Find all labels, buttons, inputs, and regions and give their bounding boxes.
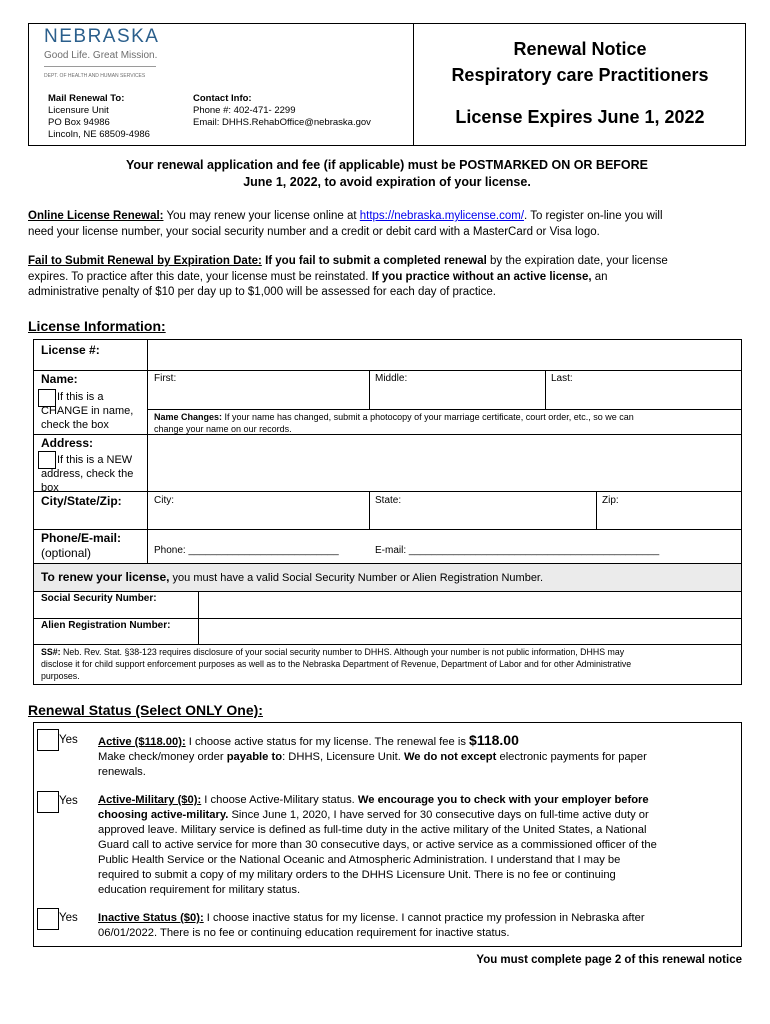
active-line2a: Make check/money order <box>98 751 227 763</box>
zip-label: Zip: <box>602 495 619 506</box>
inactive-line2: 06/01/2022. There is no fee or continuing education requirement for inactive status. <box>98 927 510 939</box>
title-line1: Renewal Notice <box>513 39 647 59</box>
online-text-a: You may renew your license online at <box>163 210 360 222</box>
military-line: Public Health Service or the National Oceanic and Atmospheric Administration. I understand that I may be <box>98 854 621 866</box>
renew-text: you must have a valid Social Security Number or Alien Registration Number. <box>169 572 544 584</box>
alien-number-field[interactable] <box>200 620 740 642</box>
online-text-b: . To register on-line you will <box>524 210 663 222</box>
ssn-disclosure <box>41 646 741 682</box>
active-text: I choose active status for my license. The renewal fee is <box>185 736 470 748</box>
military-yes-label: Yes <box>59 795 78 807</box>
address-field[interactable] <box>149 436 740 489</box>
renewal-status-heading: Renewal Status (Select ONLY One): <box>28 702 263 718</box>
phone-email-label: Phone/E-mail: <box>41 531 122 545</box>
active-fee: $118.00 <box>469 732 519 748</box>
inactive-heading: Inactive Status ($0): <box>98 912 204 924</box>
city-state-zip-label: City/State/Zip: <box>41 494 122 508</box>
new-address-text <box>41 453 143 495</box>
row-rule <box>33 644 742 645</box>
military-text-b: Since June 1, 2020, I have served for 30 consecutive days on full-time active duty or <box>228 809 649 821</box>
military-heading: Active-Military ($0): <box>98 794 202 806</box>
alien-number-label: Alien Registration Number: <box>41 620 171 631</box>
logo-name: NEBRASKA <box>44 26 160 47</box>
optional-label: (optional) <box>41 546 92 560</box>
contact-phone: Phone #: 402-471- 2299 <box>193 105 296 116</box>
mail-label: Mail Renewal To: <box>48 93 125 104</box>
license-expires: License Expires June 1, 2022 <box>455 107 705 127</box>
ss-bold: SS#: <box>41 647 61 657</box>
last-name-field[interactable] <box>547 384 740 407</box>
military-line: education requirement for military status. <box>98 884 301 896</box>
city-label: City: <box>154 495 174 506</box>
name-change-text <box>41 390 143 432</box>
contact-label: Contact Info: <box>193 93 252 104</box>
license-info-heading: License Information: <box>28 318 166 334</box>
mail-line: Lincoln, NE 68509-4986 <box>48 129 150 140</box>
ss-text2: disclose it for child support enforcement purposes as well as to the Nebraska Department of Revenue, Department of Labor and for other Administrative <box>41 659 632 669</box>
row-rule <box>33 529 742 530</box>
military-line: approved leave. Military service is defined as full-time duty in the active military of the United States, a National <box>98 824 647 836</box>
address-cb-label: If this is a NEW address, check the box <box>41 454 134 494</box>
col-divider <box>369 370 370 409</box>
fail-heading: Fail to Submit Renewal by Expiration Date: <box>28 255 262 267</box>
inactive-yes-label: Yes <box>59 912 78 924</box>
fail-bold-b: If you practice without an active license, <box>371 270 592 283</box>
contact-email: Email: DHHS.RehabOffice@nebraska.gov <box>193 117 371 128</box>
last-name-label: Last: <box>551 373 573 384</box>
contact-block <box>193 93 371 129</box>
online-heading: Online License Renewal: <box>28 210 164 222</box>
mail-renewal-block <box>48 93 150 141</box>
row-rule <box>33 591 742 592</box>
title-line2: Respiratory care Practitioners <box>451 65 709 85</box>
address-label: Address: <box>41 436 94 450</box>
col-divider <box>545 370 546 409</box>
inactive-option <box>98 911 738 941</box>
active-line3: renewals. <box>98 766 146 778</box>
first-name-label: First: <box>154 373 177 384</box>
logo-rule <box>44 66 156 67</box>
state-field[interactable] <box>371 506 594 527</box>
row-rule <box>147 409 742 410</box>
license-number-label: License #: <box>41 343 100 357</box>
name-change-cb-label: If this is a CHANGE in name, check the box <box>41 391 134 431</box>
postmark-line2: June 1, 2022, to avoid expiration of your license. <box>243 175 531 189</box>
military-line: Guard call to active service for more than 30 consecutive days, or active service as a commissioned officer of the <box>98 839 657 851</box>
renew-bold: To renew your license, <box>41 570 170 584</box>
name-changes-bold: Name Changes: <box>154 412 223 422</box>
ssn-field[interactable] <box>200 593 740 616</box>
name-changes-text2: change your name on our records. <box>154 424 292 434</box>
online-renewal-paragraph <box>28 209 748 240</box>
email-field[interactable]: E-mail: _____________________________________________ <box>375 545 660 556</box>
military-bold-b: choosing active-military. <box>98 809 229 821</box>
military-bold-a: We encourage you to check with your employer before <box>357 794 649 806</box>
active-heading: Active ($118.00): <box>98 736 186 748</box>
license-number-field[interactable] <box>149 341 740 368</box>
ss-text3: purposes. <box>41 671 80 681</box>
middle-name-field[interactable] <box>371 384 543 407</box>
mail-line: Licensure Unit <box>48 105 109 116</box>
active-line2d: We do not except <box>403 751 497 763</box>
city-field[interactable] <box>149 506 367 527</box>
active-line2c: : DHHS, Licensure Unit. <box>282 751 404 763</box>
active-yes-checkbox[interactable] <box>37 729 59 751</box>
fail-bold-a: If you fail to submit a completed renewal <box>261 255 487 267</box>
active-line2b: payable to <box>226 751 283 763</box>
postmark-line1: Your renewal application and fee (if applicable) must be POSTMARKED ON OR BEFORE <box>125 158 649 172</box>
renew-requirement <box>41 570 543 584</box>
fail-text-d: administrative penalty of $10 per day up to $1,000 will be assessed for each day of practice. <box>28 286 496 298</box>
postmark-notice <box>28 157 746 191</box>
logo-dept: DEPT. OF HEALTH AND HUMAN SERVICES <box>44 73 146 79</box>
state-label: State: <box>375 495 402 506</box>
page2-note: You must complete page 2 of this renewal notice <box>476 954 742 966</box>
row-rule <box>33 618 742 619</box>
online-text-c: need your license number, your social security number and a credit or debit card with a MasterCard or Visa logo. <box>28 225 600 238</box>
active-option <box>98 733 738 780</box>
fail-text-a: by the expiration date, your license <box>486 255 668 267</box>
fail-renewal-paragraph <box>28 254 748 301</box>
name-changes-note <box>154 411 740 435</box>
col-divider <box>198 591 199 644</box>
military-text-a: I choose Active-Military status. <box>201 794 358 806</box>
ssn-label: Social Security Number: <box>41 593 157 604</box>
active-line2e: electronic payments for paper <box>496 751 647 763</box>
middle-name-label: Middle: <box>375 373 408 384</box>
first-name-field[interactable] <box>149 384 367 407</box>
name-label: Name: <box>41 372 78 386</box>
inactive-yes-checkbox[interactable] <box>37 908 59 930</box>
col-divider <box>369 491 370 529</box>
phone-field[interactable]: Phone: ___________________________ <box>154 545 339 556</box>
military-line: required to submit a copy of my military orders to the DHHS Licensure Unit. There is no fee or continuing <box>98 869 616 881</box>
col-divider <box>596 491 597 529</box>
row-rule <box>33 370 742 371</box>
ss-text1: Neb. Rev. Stat. §38-123 requires disclosure of your social security number to DHHS. Although your number is not public information, DHHS may <box>60 647 625 657</box>
inactive-text: I choose inactive status for my license. I cannot practice my profession in Nebraska after <box>203 912 645 924</box>
zip-field[interactable] <box>598 506 740 527</box>
nebraska-logo <box>44 26 174 79</box>
online-license-link[interactable]: https://nebraska.mylicense.com/ <box>359 210 525 222</box>
military-yes-checkbox[interactable] <box>37 791 59 813</box>
phone-email-label-block <box>41 531 121 561</box>
active-yes-label: Yes <box>59 734 78 746</box>
fail-text-b: expires. To practice after this date, your license must be reinstated. <box>28 270 372 283</box>
military-option <box>98 793 738 898</box>
mail-line: PO Box 94986 <box>48 117 110 128</box>
name-changes-text: If your name has changed, submit a photocopy of your marriage certificate, court order, etc., so we can <box>222 412 634 422</box>
logo-tagline: Good Life. Great Mission. <box>44 50 158 61</box>
fail-text-c: an <box>591 270 608 283</box>
notice-title <box>414 36 746 88</box>
